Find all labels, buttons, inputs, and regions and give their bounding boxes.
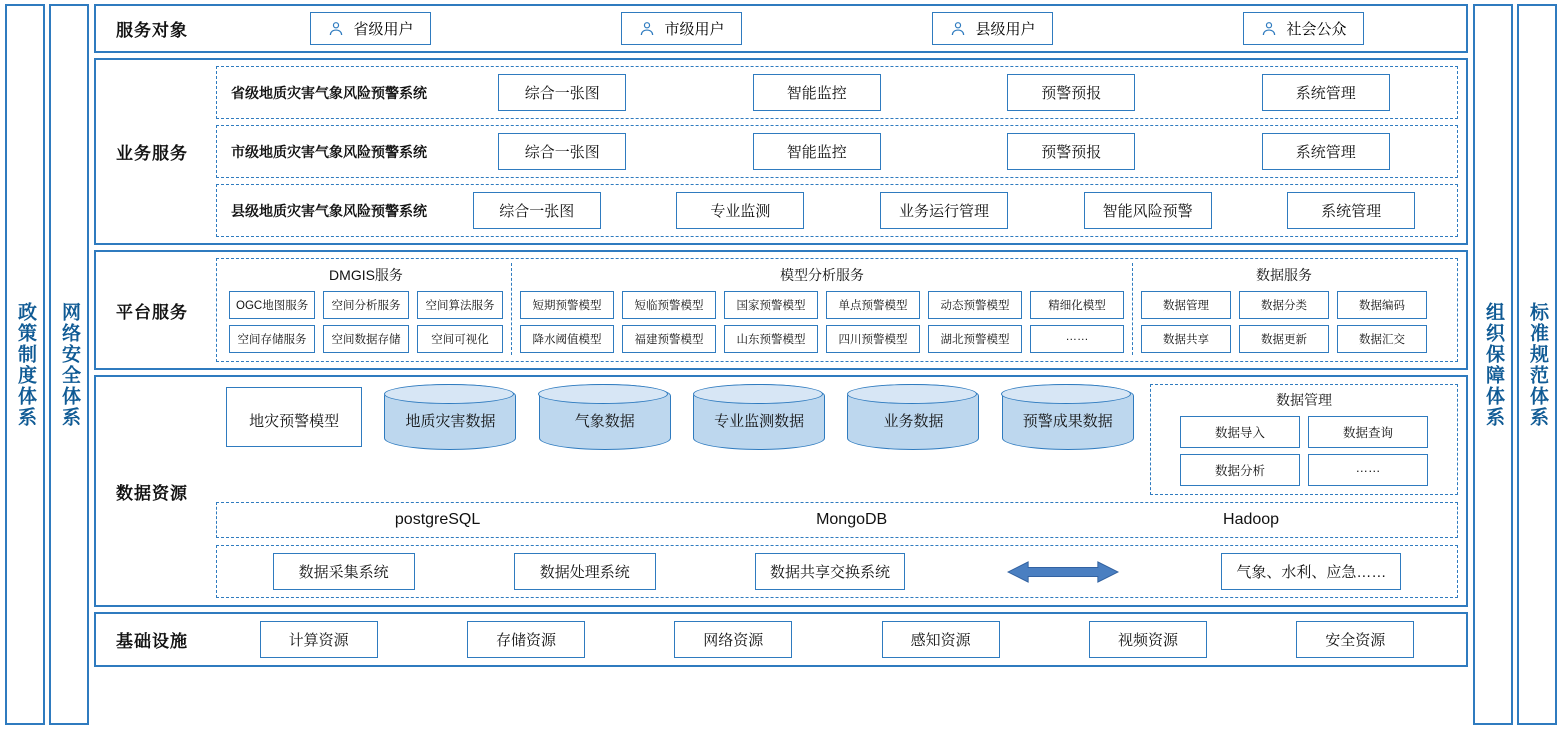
data-service-column bbox=[1132, 263, 1435, 355]
module-button[interactable]: 预警预报 bbox=[1007, 74, 1135, 111]
service-chip[interactable]: 空间算法服务 bbox=[417, 291, 503, 319]
model-chip[interactable]: 山东预警模型 bbox=[724, 325, 818, 353]
user-icon bbox=[638, 20, 656, 38]
county-system-items bbox=[439, 192, 1449, 229]
infrastructure-item[interactable]: 网络资源 bbox=[674, 621, 792, 658]
data-store-cylinder[interactable] bbox=[384, 384, 516, 450]
service-object-item[interactable] bbox=[621, 12, 741, 45]
municipal-system-label: 市级地质灾害气象风险预警系统 bbox=[231, 143, 427, 160]
data-store-cylinder[interactable] bbox=[539, 384, 671, 450]
service-chip[interactable]: 空间分析服务 bbox=[323, 291, 409, 319]
data-processing-system-button[interactable]: 数据处理系统 bbox=[514, 553, 656, 590]
service-object-label: 市级用户 bbox=[664, 21, 725, 38]
business-service-body bbox=[208, 60, 1466, 243]
module-button[interactable]: 系统管理 bbox=[1262, 74, 1390, 111]
data-service-chip[interactable]: 数据管理 bbox=[1141, 291, 1231, 319]
model-chip[interactable]: 动态预警模型 bbox=[928, 291, 1022, 319]
model-chip[interactable]: 短期预警模型 bbox=[520, 291, 614, 319]
data-store-list bbox=[216, 384, 1140, 450]
data-systems-row bbox=[216, 545, 1458, 598]
provincial-system-items bbox=[439, 74, 1449, 111]
data-resources-title: 数据资源 bbox=[116, 483, 188, 503]
data-sharing-system-button[interactable]: 数据共享交换系统 bbox=[755, 553, 905, 590]
service-object-item[interactable] bbox=[310, 12, 430, 45]
model-chip[interactable]: 福建预警模型 bbox=[622, 325, 716, 353]
model-chip[interactable]: 单点预警模型 bbox=[826, 291, 920, 319]
database-row bbox=[216, 502, 1458, 538]
infrastructure-item[interactable]: 计算资源 bbox=[260, 621, 378, 658]
database-label: MongoDB bbox=[816, 511, 888, 528]
model-row bbox=[520, 291, 1124, 319]
service-chip[interactable]: 空间数据存储 bbox=[323, 325, 409, 353]
model-chip-more[interactable]: …… bbox=[1030, 325, 1124, 353]
service-chip[interactable]: 空间存储服务 bbox=[229, 325, 315, 353]
module-button[interactable]: 智能监控 bbox=[753, 133, 881, 170]
module-button[interactable]: 专业监测 bbox=[676, 192, 804, 229]
data-store-cylinder[interactable] bbox=[847, 384, 979, 450]
dmgis-service-column bbox=[221, 263, 511, 355]
data-store-cylinder[interactable] bbox=[693, 384, 825, 450]
service-objects-title: 服务对象 bbox=[116, 21, 188, 40]
module-button[interactable]: 系统管理 bbox=[1262, 133, 1390, 170]
service-chip[interactable]: OGC地图服务 bbox=[229, 291, 315, 319]
data-collection-system-button[interactable]: 数据采集系统 bbox=[273, 553, 415, 590]
data-service-items bbox=[1141, 291, 1427, 353]
service-object-label: 社会公众 bbox=[1286, 21, 1347, 38]
organization-guarantee-pillar-label: 组织保障体系 bbox=[1482, 301, 1504, 428]
data-store-label: 业务数据 bbox=[883, 412, 944, 430]
infrastructure-item[interactable]: 安全资源 bbox=[1296, 621, 1414, 658]
module-button[interactable]: 智能风险预警 bbox=[1084, 192, 1212, 229]
model-analysis-items bbox=[520, 291, 1124, 353]
county-system-label: 县级地质灾害气象风险预警系统 bbox=[231, 202, 427, 219]
data-service-chip[interactable]: 数据更新 bbox=[1239, 325, 1329, 353]
platform-service-title: 平台服务 bbox=[116, 302, 188, 322]
double-arrow-icon bbox=[1004, 561, 1122, 583]
dmgis-row bbox=[229, 325, 503, 353]
business-service-band bbox=[94, 58, 1468, 245]
data-stores-row bbox=[216, 384, 1458, 495]
module-button[interactable]: 业务运行管理 bbox=[880, 192, 1008, 229]
data-service-title: 数据服务 bbox=[1256, 267, 1312, 283]
infrastructure-item[interactable]: 视频资源 bbox=[1089, 621, 1207, 658]
data-service-chip[interactable]: 数据共享 bbox=[1141, 325, 1231, 353]
data-management-row bbox=[1180, 416, 1428, 448]
service-object-item[interactable] bbox=[1243, 12, 1363, 45]
provincial-system-label: 省级地质灾害气象风险预警系统 bbox=[231, 84, 427, 101]
user-icon bbox=[949, 20, 967, 38]
model-chip[interactable]: 降水阈值模型 bbox=[520, 325, 614, 353]
model-chip[interactable]: 国家预警模型 bbox=[724, 291, 818, 319]
service-chip[interactable]: 空间可视化 bbox=[417, 325, 503, 353]
data-store-cylinder[interactable] bbox=[1002, 384, 1134, 450]
data-resources-body bbox=[208, 377, 1466, 605]
infrastructure-item[interactable]: 存储资源 bbox=[467, 621, 585, 658]
data-management-chip[interactable]: 数据查询 bbox=[1308, 416, 1428, 448]
data-service-row bbox=[1141, 291, 1427, 319]
data-management-row bbox=[1180, 454, 1428, 486]
database-label: postgreSQL bbox=[394, 511, 481, 528]
data-store-label: 气象数据 bbox=[574, 412, 635, 430]
policy-system-pillar bbox=[5, 4, 45, 725]
standard-specification-pillar bbox=[1517, 4, 1557, 725]
data-management-chip[interactable]: 数据分析 bbox=[1180, 454, 1300, 486]
module-button[interactable]: 综合一张图 bbox=[498, 74, 626, 111]
model-analysis-column bbox=[511, 263, 1132, 355]
platform-service-body bbox=[208, 252, 1466, 368]
business-service-title: 业务服务 bbox=[116, 144, 188, 163]
infrastructure-body bbox=[208, 614, 1466, 665]
county-system-group bbox=[216, 184, 1458, 237]
diagram-center-column bbox=[94, 4, 1468, 725]
dmgis-row bbox=[229, 291, 503, 319]
module-button[interactable]: 综合一张图 bbox=[473, 192, 601, 229]
municipal-system-items bbox=[439, 133, 1449, 170]
service-objects-band bbox=[94, 4, 1468, 53]
data-service-chip[interactable]: 数据编码 bbox=[1337, 291, 1427, 319]
service-objects-body bbox=[208, 6, 1466, 51]
module-button[interactable]: 系统管理 bbox=[1287, 192, 1415, 229]
model-analysis-title: 模型分析服务 bbox=[780, 267, 864, 283]
data-store-model[interactable] bbox=[226, 387, 362, 447]
provincial-system-group bbox=[216, 66, 1458, 119]
dmgis-service-items bbox=[229, 291, 503, 353]
external-domains-button[interactable]: 气象、水利、应急…… bbox=[1221, 553, 1401, 590]
data-store-label: 地灾预警模型 bbox=[249, 412, 340, 430]
dmgis-service-title: DMGIS服务 bbox=[329, 267, 403, 283]
module-button[interactable]: 综合一张图 bbox=[498, 133, 626, 170]
data-resources-band bbox=[94, 375, 1468, 607]
data-management-chip-more[interactable]: …… bbox=[1308, 454, 1428, 486]
module-button[interactable]: 智能监控 bbox=[753, 74, 881, 111]
infrastructure-item[interactable]: 感知资源 bbox=[882, 621, 1000, 658]
user-icon bbox=[1260, 20, 1278, 38]
data-store-label: 预警成果数据 bbox=[1022, 412, 1113, 430]
user-icon bbox=[327, 20, 345, 38]
database-label: Hadoop bbox=[1223, 511, 1280, 528]
platform-service-band bbox=[94, 250, 1468, 370]
service-object-item[interactable] bbox=[932, 12, 1052, 45]
data-store-label: 专业监测数据 bbox=[714, 412, 805, 430]
service-object-label: 县级用户 bbox=[975, 21, 1036, 38]
module-button[interactable]: 预警预报 bbox=[1007, 133, 1135, 170]
infrastructure-band bbox=[94, 612, 1468, 667]
data-store-label: 地质灾害数据 bbox=[405, 412, 496, 430]
organization-guarantee-pillar bbox=[1473, 4, 1513, 725]
model-chip[interactable]: 湖北预警模型 bbox=[928, 325, 1022, 353]
network-security-pillar bbox=[49, 4, 89, 725]
data-service-chip[interactable]: 数据分类 bbox=[1239, 291, 1329, 319]
model-chip[interactable]: 四川预警模型 bbox=[826, 325, 920, 353]
data-service-row bbox=[1141, 325, 1427, 353]
platform-service-groups bbox=[216, 258, 1458, 362]
policy-system-pillar-label: 政策制度体系 bbox=[14, 301, 36, 428]
infrastructure-title: 基础设施 bbox=[116, 632, 188, 651]
standard-specification-pillar-label: 标准规范体系 bbox=[1526, 301, 1548, 428]
network-security-pillar-label: 网络安全体系 bbox=[58, 301, 80, 428]
data-management-title: 数据管理 bbox=[1276, 392, 1332, 408]
data-management-panel bbox=[1150, 384, 1458, 495]
service-object-label: 省级用户 bbox=[353, 21, 414, 38]
data-service-chip[interactable]: 数据汇交 bbox=[1337, 325, 1427, 353]
model-chip[interactable]: 短临预警模型 bbox=[622, 291, 716, 319]
data-management-chip[interactable]: 数据导入 bbox=[1180, 416, 1300, 448]
model-chip[interactable]: 精细化模型 bbox=[1030, 291, 1124, 319]
model-row bbox=[520, 325, 1124, 353]
municipal-system-group bbox=[216, 125, 1458, 178]
